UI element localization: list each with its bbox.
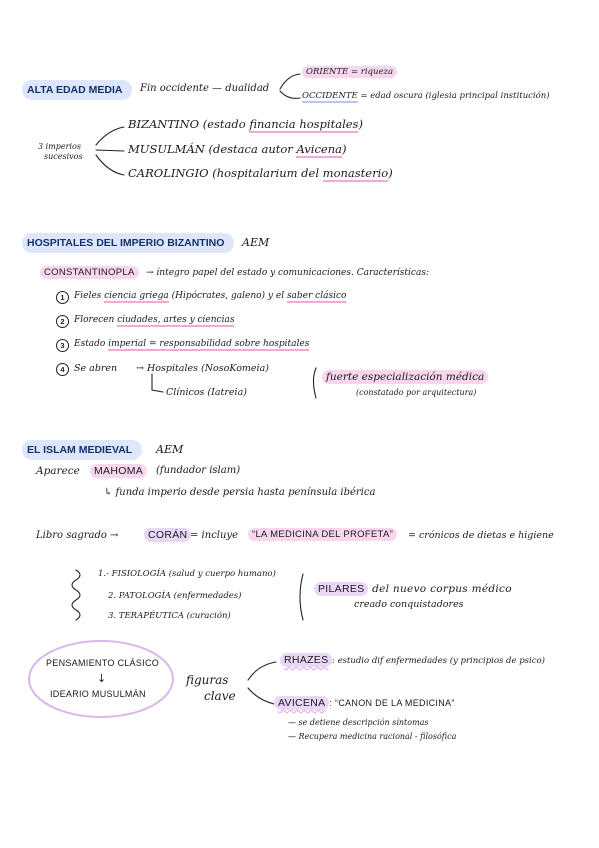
- list-terapeutica: 3. TERAPÉUTICA (curación): [108, 611, 231, 621]
- text-clave: clave: [204, 689, 236, 703]
- text-fuerte-especializacion: fuerte especialización médica: [322, 372, 488, 383]
- list-fisiologia: 1.- FISIOLOGÍA (salud y cuerpo humano): [98, 569, 276, 579]
- text-fundador: (fundador islam): [156, 465, 241, 476]
- list-item-1: Fieles ciencia griega (Hipócrates, galeno) y el saber clásico: [74, 291, 347, 301]
- text-figuras: figuras: [186, 673, 229, 687]
- arrow-down-icon: ↓: [97, 672, 107, 685]
- text-bizantino: BIZANTINO (estado financia hospitales): [128, 117, 363, 131]
- text-incluye: = incluye: [190, 530, 239, 541]
- heading-hospitales-bizantino: HOSPITALES DEL IMPERIO BIZANTINO: [22, 233, 234, 253]
- branch-rhazes-line: [248, 662, 276, 680]
- branch-clinicos-line: [152, 374, 163, 392]
- list-item-4: Se abren: [74, 363, 118, 374]
- text-pilares: PILARES del nuevo corpus médico: [314, 584, 512, 595]
- tag-aem: AEM: [242, 236, 270, 249]
- text-creado-conquistadores: creado conquistadores: [354, 599, 464, 610]
- number-1: 1: [56, 291, 69, 304]
- text-mahoma: MAHOMA: [90, 466, 147, 477]
- text-rhazes: RHAZES: [280, 655, 332, 666]
- label-sucesivos: sucesivos: [44, 152, 83, 161]
- list-patologia: 2. PATOLOGÍA (enfermedades): [108, 591, 242, 601]
- number-2: 2: [56, 315, 69, 328]
- list-item-2: Florecen ciudades, artes y ciencias: [74, 315, 235, 325]
- text-pensamiento-clasico: PENSAMIENTO CLÁSICO: [46, 658, 160, 668]
- branch-carolingio-line: [96, 155, 124, 175]
- brace-especializacion: [314, 368, 317, 398]
- text-musulman: MUSULMÁN (destaca autor Avicena): [128, 142, 347, 156]
- text-cronicos: = crónicos de dietas e higiene: [408, 530, 554, 541]
- text-funda-imperio: ↳ funda imperio desde persia hasta península ibérica: [104, 487, 376, 498]
- text-clinicos-iatreia: Clínicos (Iatreia): [166, 387, 247, 398]
- text-constatado: (constatado por arquitectura): [356, 388, 477, 397]
- heading-islam-medieval: EL ISLAM MEDIEVAL: [22, 440, 142, 460]
- branch-bizantino-line: [96, 127, 124, 145]
- text-occidente: OCCIDENTE = edad oscura (iglesia principal institución): [302, 91, 550, 101]
- number-3: 3: [56, 339, 69, 352]
- text-constantinopla-intro: → íntegro papel del estado y comunicaciones. Características:: [146, 268, 429, 278]
- heading-alta-edad-media: ALTA EDAD MEDIA: [22, 80, 132, 100]
- text-libro-sagrado: Libro sagrado →: [36, 530, 119, 541]
- branch-occidente-line: [280, 91, 300, 98]
- squiggle-mark: [72, 570, 80, 620]
- tag-aem-islam: AEM: [156, 443, 184, 456]
- text-fin-occidente: Fin occidente — dualidad: [140, 83, 270, 94]
- text-hospitales-nosokomeia: → Hospitales (NosoKomeia): [136, 363, 269, 374]
- text-avicena-sintomas: — se detiene descripción síntomas: [288, 718, 429, 727]
- text-avicena: AVICENA : “CANON DE LA MEDICINA”: [274, 698, 455, 709]
- branch-avicena-line: [248, 688, 274, 704]
- text-carolingio: CAROLINGIO (hospitalarium del monasterio): [128, 166, 393, 180]
- number-4: 4: [56, 363, 69, 376]
- text-avicena-racional: — Recupera medicina racional - filosófica: [288, 732, 457, 741]
- text-medicina-profeta: “LA MEDICINA DEL PROFETA”: [248, 530, 397, 540]
- text-rhazes-desc: : estudio dif enfermedades (y principios de psico): [332, 656, 545, 666]
- text-coran: CORÁN: [144, 530, 191, 541]
- text-ideario-musulman: IDEARIO MUSULMÁN: [50, 689, 146, 699]
- branch-oriente-line: [280, 74, 300, 89]
- text-oriente: ORIENTE = riqueza: [302, 68, 397, 77]
- list-item-3: Estado imperial = responsabilidad sobre hospitales: [74, 339, 310, 349]
- brace-pilares: [300, 574, 303, 620]
- label-3-imperios: 3 imperios: [38, 142, 81, 151]
- text-constantinopla: CONSTANTINOPLA: [40, 268, 139, 278]
- branch-musulman-line: [96, 150, 124, 151]
- text-aparece: Aparece: [36, 465, 80, 477]
